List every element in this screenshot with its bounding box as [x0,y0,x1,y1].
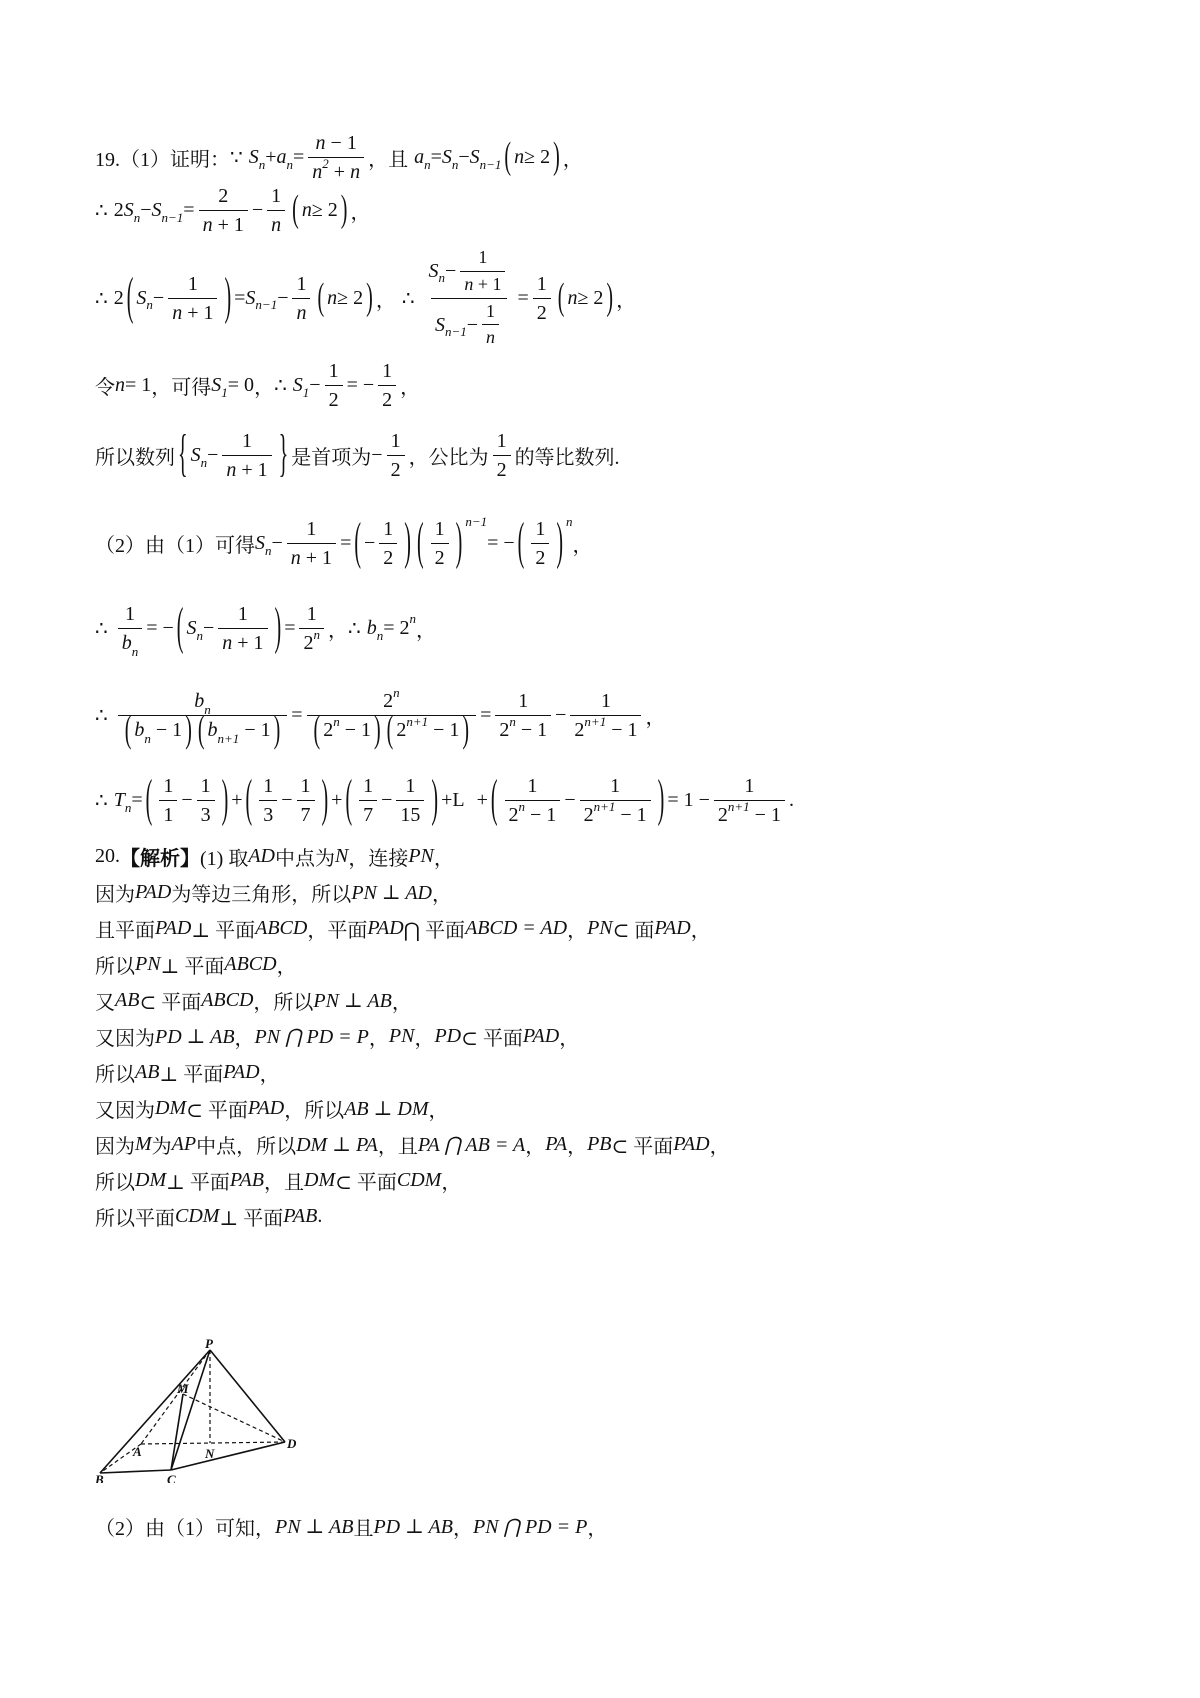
text: ， [431,884,452,906]
text: ⊂ 平面 [461,1028,523,1050]
math: ABCD [255,917,308,939]
p19-part2-line4: ∴ T n = ( $\frac{1}{1}$ − $\frac{1}{3}$ ) + ( $\frac{1}{3}$ − $\frac{1}{7}$ ) + ( $\frac{1}{7}$ − $\frac{1}{15}$ ) + L + ( $\frac{1}{2^n - 1}$ − $\frac{1}{2^{n+1} - 1}$ ) = 1 − $\frac{1}{2^{n+1} - 1}$ . [95,770,794,828]
text: ， [259,1064,280,1086]
conclusion-pre: 所以数列 [95,447,175,469]
text: ， [276,956,297,978]
text: （2）由（1）可知， [95,1518,275,1540]
math: ABCD = AD [465,917,568,939]
p20-line5 [95,986,412,1015]
therefore-symbol: ∴ [95,618,108,640]
let-text: 令 [95,377,115,399]
math: AD [248,845,275,867]
math: N [335,845,349,867]
text: 中点，所以 [196,1136,297,1158]
therefore-symbol: ∴ [95,705,108,727]
text: 所以平面 [95,1208,175,1230]
math: ABCD [224,953,277,975]
label-D: D [287,1436,297,1451]
therefore-symbol: ∴ [401,287,415,310]
text: 中点为 [275,848,335,870]
math: PD ⊥ AB [155,1026,235,1048]
label-B: B [95,1472,104,1483]
label-M: M [177,1381,189,1396]
text: ⊥ 平面 [191,920,256,942]
math: PN ⊥ AB [275,1516,354,1538]
text: ， [567,1136,588,1158]
math: PN [135,953,161,975]
p20-line7 [95,1058,280,1087]
text: ， [567,920,588,942]
text: ，所以 [284,1100,345,1122]
p20-line6 [95,1022,579,1051]
text: 又因为 [95,1028,155,1050]
p20-line9 [95,1130,730,1159]
math: CDM [396,1169,442,1191]
p19-line1: 19.（1）证明： ∵ S n + a n = $\frac{n - 1}{n^2 + n}$ ，且 a n = S n − S n−1 ( n ≥ 2 ) ， [95,132,583,183]
comma: ， [562,149,583,171]
text: 又因为 [95,1100,155,1122]
therefore-symbol: ∴ [95,790,108,812]
text: ⊂ 面 [612,920,655,942]
text: (1) 取 [200,848,249,870]
text: ⊂ 平面 [611,1136,674,1158]
text: ， [587,1518,608,1540]
math: PN ⋂ PD = P [472,1516,588,1538]
edge-BC [100,1470,171,1473]
math: PAD [135,881,172,903]
text: ⊥ 平面 [159,1064,224,1086]
label-P: P [205,1338,213,1351]
math: PN ⊥ AB [313,990,392,1012]
label-N: N [205,1446,215,1461]
p20-line8 [95,1094,449,1123]
comma: ， [572,535,593,557]
p19-line2: ∴ 2 S n − S n−1 = $\frac{2}{n + 1}$ − $\frac{1}{n}$ ( n ≥ 2 ) ， [95,185,371,236]
p19-part2-line2: ∴ $\frac{1}{b_n}$ = − ( S n − $\frac{1}{n + 1}$ ) = $\frac{1}{2^n}$ ， ∴ b n = 2 n ， [95,598,436,659]
text: ，所以 [253,992,314,1014]
text: ， [690,920,711,942]
comma: ， [400,377,421,399]
math: PN [587,917,613,939]
edge-MD [183,1394,285,1442]
p20-line11 [95,1202,322,1231]
text: ， [414,1028,435,1050]
edge-CD [171,1442,285,1470]
text: 因为 [95,884,135,906]
text: 且 [353,1518,374,1540]
math: ABCD [201,989,254,1011]
math: PAD [223,1061,260,1083]
ellipsis: L [452,789,465,811]
and-text: ，且 [368,149,409,171]
therefore-symbol: ∴ [95,287,108,310]
text: ， [559,1028,580,1050]
therefore-symbol: ∴ [95,200,108,222]
text: 因为 [95,1136,135,1158]
p19-conclusion: 所以数列 { S n − $\frac{1}{n + 1}$ } 是首项为 − $\frac{1}{2}$ ，公比为 $\frac{1}{2}$ 的等比数列. [95,425,620,483]
pyramid-figure [95,1338,305,1483]
text: . [317,1205,323,1227]
p19-label: 19.（1）证明： [95,149,230,171]
conclusion-mid: 是首项为 [291,447,372,469]
text: ， [452,1518,473,1540]
p20-line12 [95,1512,607,1541]
text: ⊂ 平面 [139,992,202,1014]
comma: ， [327,620,348,642]
text: ， [441,1172,462,1194]
math: DM ⊥ PA [296,1134,378,1156]
therefore-symbol: ∴ [274,375,287,397]
math: PAB [229,1169,264,1191]
math: PAD [654,917,691,939]
p19-line4: 令 n = 1 ，可得 S 1 = 0 ， ∴ S 1 − $\frac{1}{2}$ = − $\frac{1}{2}$ ， [95,360,421,411]
p20-line2 [95,878,452,907]
math: PAB [283,1205,318,1227]
text: 为等边三角形，所以 [171,884,352,906]
math: M [135,1133,152,1155]
p19-part2-line3: ∴ $\frac{b_n}{( b_n - 1 ) ( b_{n+1} - 1 )}$ = $\frac{2^n}{( 2^n - 1 ) ( 2^{n+1} - 1 )}$ = $\frac{1}{2^n - 1}$ − $\frac{1}{2^{n+1} - 1}$ ， [95,685,666,751]
math: AP [171,1133,197,1155]
math: PB [587,1133,612,1155]
text: ⋂ 平面 [403,920,466,942]
math: AB [135,1061,160,1083]
edge-AD [141,1442,285,1444]
math: AB ⊥ DM [344,1098,429,1120]
get-text: ，可得 [151,377,212,399]
edge-PD [210,1350,285,1442]
text: ⊥ 平面 [219,1208,284,1230]
math: PD [434,1025,462,1047]
text: ， [391,992,412,1014]
edge-PA [141,1350,210,1444]
therefore-symbol: ∴ [347,618,361,640]
p20-line4 [95,950,297,979]
math: DM [135,1169,167,1191]
text: 所以 [95,956,135,978]
comma: ， [254,377,275,399]
math: PA [545,1133,568,1155]
math: PAD [673,1133,710,1155]
math: PAD [367,917,404,939]
conclusion-end: 的等比数列. [514,447,620,469]
analysis-tag: 【解析】 [120,848,200,870]
text: 为 [151,1136,172,1158]
text: 且平面 [95,920,155,942]
comma: ， [616,289,637,312]
comma: ， [350,202,371,224]
text: ，且 [377,1136,418,1158]
comma: ， [416,620,436,642]
text: ，连接 [348,848,409,870]
text: ，平面 [307,920,368,942]
math: PN [388,1025,415,1047]
p19-line3: ∴ 2 ( S n − $\frac{1}{n + 1}$ ) = S n−1 − $\frac{1}{n}$ ( n ≥ 2 ) ， ∴ S n − $\frac{1}{n + 1}$ S n−1 − $\frac{1}{n}$ = $\frac{1}{2}$ ( n ≥ 2 ) ， [95,247,637,348]
math: DM [155,1097,187,1119]
p20-line1 [95,842,454,871]
edge-PB [100,1350,210,1473]
text: ⊥ 平面 [160,956,225,978]
p20-line10 [95,1166,461,1195]
math: PA ⋂ AB = A [417,1134,526,1156]
math: PAD [247,1097,285,1119]
text: ， [234,1028,255,1050]
fraction: $\frac{n - 1}{n^2 + n}$ [308,132,364,183]
math: PN [408,845,434,867]
label-A: A [133,1444,142,1459]
text: ， [428,1100,449,1122]
text: ， [709,1136,730,1158]
label-C: C [167,1472,176,1483]
ratio-fraction: S n − $\frac{1}{n + 1}$ S n−1 − $\frac{1}{n}$ [425,248,514,348]
text: ⊂ 平面 [186,1100,248,1122]
p20-label: 20. [95,845,120,867]
p19-part2-line1: （2）由（1）可得 S n − $\frac{1}{n + 1}$ = ( − $\frac{1}{2}$ ) ( $\frac{1}{2}$ ) n−1 = − ( $\frac{1}{2}$ ) n ， [95,513,593,571]
text: ， [368,1028,389,1050]
math: PN ⊥ AD [351,882,432,904]
text: ⊥ 平面 [166,1172,230,1194]
because-symbol: ∵ [230,147,243,169]
math: CDM [175,1205,220,1227]
text: 所以 [95,1064,135,1086]
conclusion-ratio: ，公比为 [408,447,489,469]
math: PD ⊥ AB [373,1516,453,1538]
comma: ， [375,289,396,312]
text: ， [433,848,454,870]
math: PAD [522,1025,560,1047]
text: ⊂ 平面 [335,1172,397,1194]
math: DM [304,1169,336,1191]
math: PAD [155,917,192,939]
part2-label: （2）由（1）可得 [95,535,255,557]
text: ，且 [264,1172,304,1194]
math: PN ⋂ PD = P [254,1026,369,1048]
comma: ， [645,707,666,729]
math: AB [115,989,140,1011]
text: ， [525,1136,546,1158]
text: 所以 [95,1172,135,1194]
text: 又 [95,992,115,1014]
p20-line3 [95,914,711,943]
